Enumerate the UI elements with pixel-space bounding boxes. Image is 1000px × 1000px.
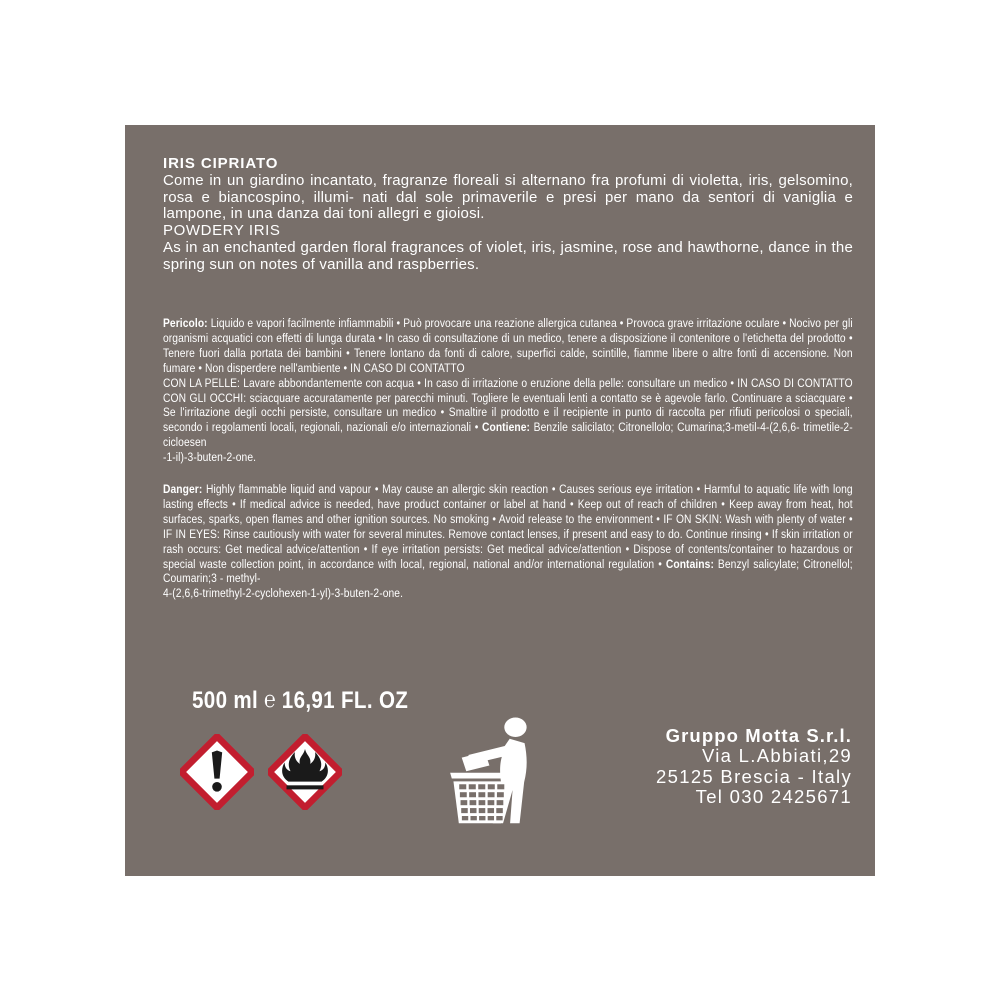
hazard-statement-it	[163, 316, 853, 465]
company-phone: Tel 030 2425671	[695, 785, 852, 807]
ghs-exclamation-pictogram	[180, 734, 254, 810]
hazard-it-paragraph-2	[163, 376, 853, 451]
hazard-en-contains-text: Benzyl salicylate; Citronellol; Coumarin;3 - methyl-	[163, 556, 853, 586]
exclamation-mark-icon	[180, 734, 254, 810]
hazard-en-paragraph-1	[163, 482, 853, 586]
hazard-en-contains-label: Contains:	[665, 556, 714, 571]
product-title-it: IRIS CIPRIATO	[163, 155, 279, 172]
flame-icon	[268, 734, 342, 810]
hazard-it-contains-text: Benzile salicilato; Citronellolo; Cumarina;3-metil-4-(2,6,6- trimetile-2-cicloesen	[163, 420, 853, 450]
description-block	[163, 156, 853, 274]
volume-imperial: 16,91 FL. OZ	[281, 687, 409, 714]
hazard-en-contains-text-2: 4-(2,6,6-trimethyl-2-cyclohexen-1-yl)-3-buten-2-one.	[163, 586, 404, 601]
tidyman-disposal-icon	[446, 715, 532, 829]
hazard-en-text-1: Highly flammable liquid and vapour • May cause an allergic skin reaction • Causes serious eye irritation • Harmful to aquatic life with long lasting effects • If medical advice is needed, have product container or label at hand • Keep out of reach of children • Keep away from heat, hot surfaces, sparks, open flames and other ignition sources. No smoking • Avoid release to the environment • IF ON SKIN: Wash with plenty of water • IF IN EYES: Rinse cautiously with water for several minutes. Remove contact lenses, if present and easy to do. Continue rinsing • If skin irritation or rash occurs: Get medical advice/attention • If eye irritation persists: Get medical advice/attention • Dispose of contents/container to hazardous or special waste collection point, in accordance with local, regional, national and/or international regulation •	[163, 482, 853, 571]
product-back-label	[125, 125, 875, 876]
product-description-en: As in an enchanted garden floral fragrances of violet, iris, jasmine, rose and hawthorne, dance in the spring sun on notes of vanilla and raspberries.	[163, 238, 853, 273]
hazard-it-text-2: CON LA PELLE: Lavare abbondantemente con acqua • In caso di irritazione o eruzione della pelle: consultare un medico • IN CASO DI CONTATTO CON GLI OCCHI: sciacquare accuratamente per parecchi minuti. Togliere le eventuali lenti a contatto se è agevole farlo. Continuare a sciacquare • Se l'irritazione degli occhi persiste, consultare un medico • Smaltire il prodotto e il recipiente in punto di raccolta per rifiuti pericolosi o speciali, secondo i regolamenti locali, regionali, nazionali e/o internazionali •	[163, 375, 853, 435]
company-address-line-2: 25125 Brescia - Italy	[656, 765, 852, 787]
litter-disposal-icon	[446, 715, 532, 829]
hazard-statement-en	[163, 482, 853, 601]
ghs-pictograms	[180, 734, 342, 810]
hazard-it-contains-text-2: -1-il)-3-buten-2-one.	[163, 450, 257, 465]
hazard-it-contains-label: Contiene:	[481, 420, 531, 435]
hazard-it-paragraph-1	[163, 316, 853, 376]
estimated-sign-icon: ℮	[263, 686, 276, 712]
company-info	[656, 726, 852, 807]
volume-metric: 500 ml	[192, 687, 259, 714]
product-title-en: POWDERY IRIS	[163, 222, 281, 240]
ghs-flame-pictogram	[268, 734, 342, 810]
hazard-it-text-1: Liquido e vapori facilmente infiammabili • Può provocare una reazione allergica cutanea • Provoca grave irritazione oculare • Nocivo per gli organismi acquatici con effetti di lunga durata • In caso di consultazione di un medico, tenere a disposizione il contenitore o l'etichetta del prodotto • Tenere fuori dalla portata dei bambini • Tenere lontano da fonti di calore, superfici calde, scintille, fiamme libere o altre fonti di accensione. Non fumare • Non disperdere nell'ambiente • IN CASO DI CONTATTO	[163, 316, 853, 375]
hazard-en-signal-word: Danger:	[163, 482, 203, 496]
hazard-it-signal-word: Pericolo:	[163, 316, 208, 330]
company-address-line-1: Via L.Abbiati,29	[701, 745, 852, 767]
volume-line	[192, 687, 408, 715]
company-name: Gruppo Motta S.r.l.	[665, 725, 852, 746]
product-description-it: Come in un giardino incantato, fragranze floreali si alternano fra profumi di violetta, iris, gelsomino, rosa e biancospino, illumi- nati dal sole primaverile e presi per mano da sentori di vaniglia e lampone, in una danza dai toni allegri e gioiosi.	[163, 171, 853, 223]
